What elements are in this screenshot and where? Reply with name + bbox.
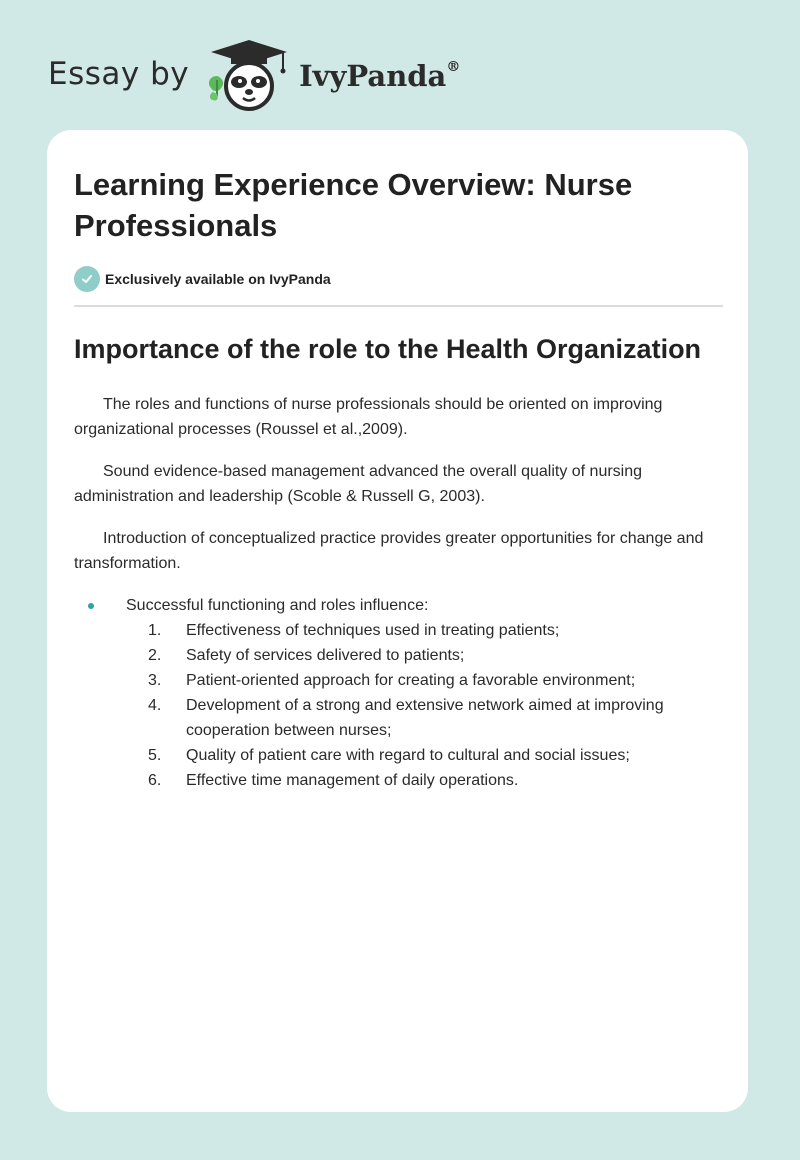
bullet-text: Successful functioning and roles influence: xyxy=(126,597,429,614)
exclusive-badge xyxy=(74,266,723,292)
bullet-item xyxy=(74,593,723,793)
paragraph: Introduction of conceptualized practice provides greater opportunities for change and transformation. xyxy=(74,530,704,572)
bullet-dot-icon xyxy=(88,603,94,609)
list-text: Effectiveness of techniques used in treating patients; xyxy=(186,622,560,639)
paragraph: The roles and functions of nurse professionals should be oriented on improving organizational processes (Roussel et al.,2009). xyxy=(74,396,663,438)
header xyxy=(48,36,460,112)
list-text: Quality of patient care with regard to cultural and social issues; xyxy=(186,747,630,764)
list-number: 6. xyxy=(148,772,162,789)
essay-by-label: Essay by xyxy=(48,56,190,92)
list-text: Safety of services delivered to patients; xyxy=(186,647,465,664)
list-item xyxy=(126,618,723,643)
registered-mark: ® xyxy=(446,59,461,76)
panda-logo-icon[interactable] xyxy=(203,36,295,112)
essay-card xyxy=(47,130,748,1112)
divider xyxy=(74,305,723,307)
exclusive-label: Exclusively available on IvyPanda xyxy=(105,271,331,287)
list-item xyxy=(126,693,723,743)
list-number: 1. xyxy=(148,622,162,639)
list-number: 4. xyxy=(148,697,162,714)
page-title: Learning Experience Overview: Nurse Professionals xyxy=(74,167,633,243)
list-text: Development of a strong and extensive network aimed at improving cooperation between nurses; xyxy=(186,697,664,739)
list-item xyxy=(126,743,723,768)
list-number: 2. xyxy=(148,647,162,664)
list-item xyxy=(126,643,723,668)
list-number: 3. xyxy=(148,672,162,689)
paragraph: Sound evidence-based management advanced the overall quality of nursing administration and leadership (Scoble & Russell G, 2003). xyxy=(74,463,643,505)
numbered-list xyxy=(126,618,723,793)
list-number: 5. xyxy=(148,747,162,764)
list-item xyxy=(126,768,723,793)
list-text: Effective time management of daily operations. xyxy=(186,772,519,789)
brand-name[interactable]: IvyPanda® xyxy=(299,59,461,93)
section-heading: Importance of the role to the Health Organization xyxy=(74,334,702,364)
check-icon xyxy=(74,266,100,292)
list-item xyxy=(126,668,723,693)
bullet-list xyxy=(74,593,723,793)
list-text: Patient-oriented approach for creating a favorable environment; xyxy=(186,672,636,689)
